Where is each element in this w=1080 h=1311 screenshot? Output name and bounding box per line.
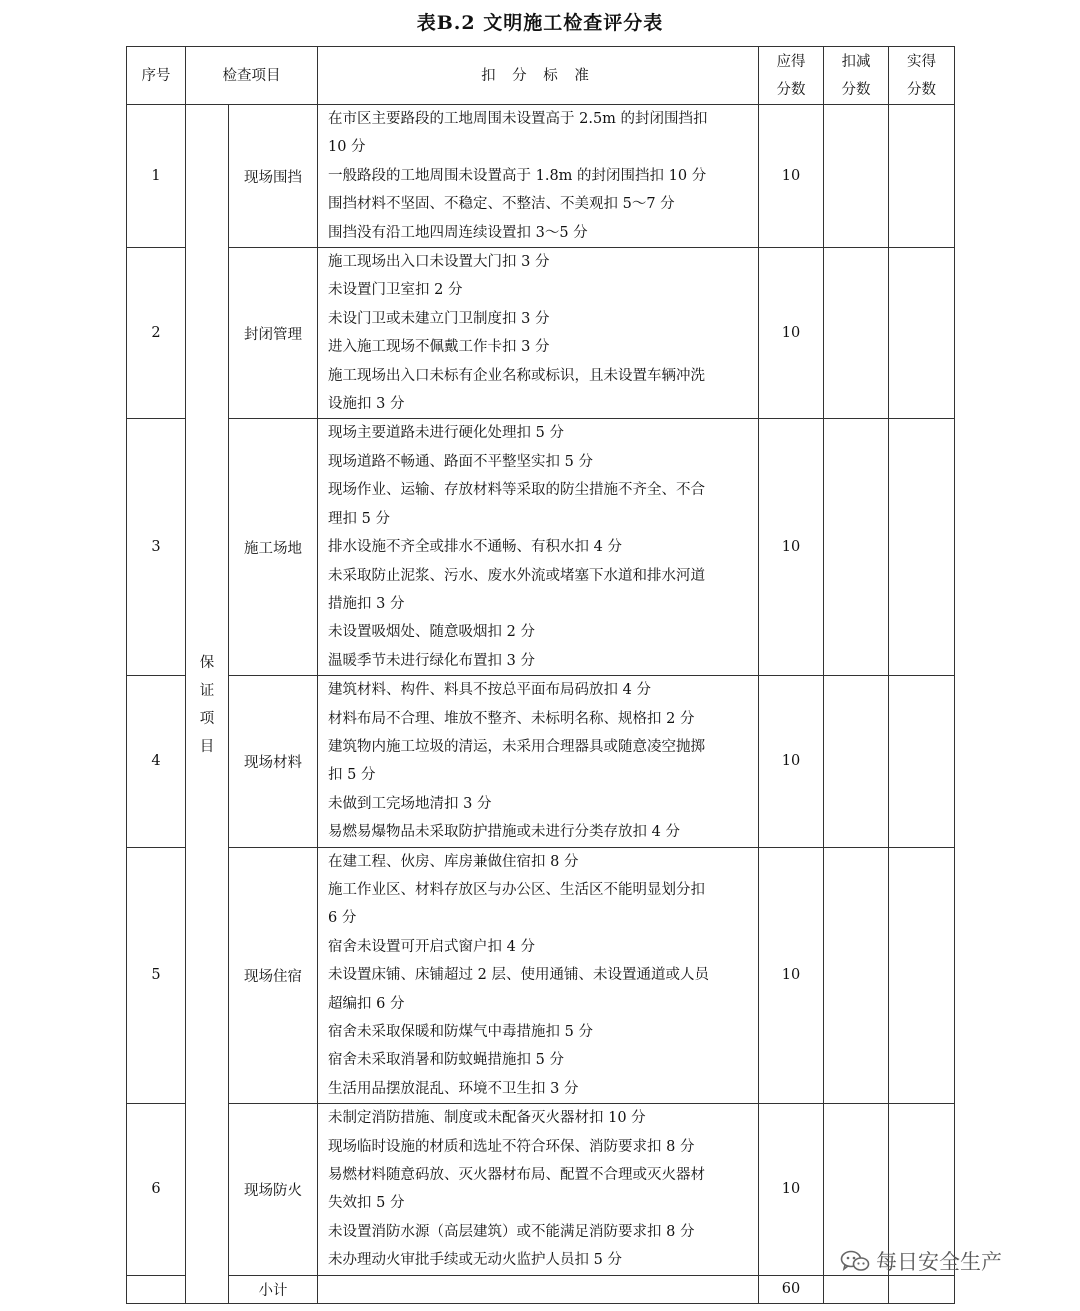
row-deduct-score[interactable] — [824, 676, 889, 847]
row-actual-score[interactable] — [889, 847, 955, 1104]
row-item: 现场材料 — [229, 676, 318, 847]
row-due-score: 10 — [759, 105, 824, 248]
subtotal-actual[interactable] — [889, 1275, 955, 1303]
table-row — [127, 419, 955, 676]
row-no: 1 — [127, 105, 186, 248]
row-criteria: 未制定消防措施、制度或未配备灭火器材扣 10 分 现场临时设施的材质和选址不符合环保、消防要求扣 8 分 易燃材料随意码放、灭火器材布局、配置不合理或灭火器材 失效扣 5 分 未设置消防水源（高层建筑）或不能满足消防要求扣 8 分 未办理动火审批手续或无动火监护人员扣 5 分 — [318, 1104, 759, 1275]
row-actual-score[interactable] — [889, 676, 955, 847]
table-row — [127, 105, 955, 248]
table-row — [127, 248, 955, 419]
row-criteria: 在建工程、伙房、库房兼做住宿扣 8 分 施工作业区、材料存放区与办公区、生活区不能明显划分扣 6 分 宿舍未设置可开启式窗户扣 4 分 未设置床铺、床铺超过 2 层、使用通铺、未设置通道或人员 超编扣 6 分 宿舍未采取保暖和防煤气中毒措施扣 5 分 宿舍未采取消暑和防蚊蝇措施扣 5 分 生活用品摆放混乱、环境不卫生扣 3 分 — [318, 847, 759, 1104]
header-deduct-score: 扣减 分数 — [824, 47, 889, 105]
row-actual-score[interactable] — [889, 105, 955, 248]
subtotal-criteria — [318, 1275, 759, 1303]
row-actual-score[interactable] — [889, 248, 955, 419]
row-no: 5 — [127, 847, 186, 1104]
wechat-icon — [840, 1249, 870, 1273]
header-actual-score: 实得 分数 — [889, 47, 955, 105]
row-due-score: 10 — [759, 1104, 824, 1275]
row-criteria: 施工现场出入口未设置大门扣 3 分 未设置门卫室扣 2 分 未设门卫或未建立门卫制度扣 3 分 进入施工现场不佩戴工作卡扣 3 分 施工现场出入口未标有企业名称或标识，且未设置车辆冲洗 设施扣 3 分 — [318, 248, 759, 419]
row-deduct-score[interactable] — [824, 419, 889, 676]
table-row — [127, 1104, 955, 1275]
row-no: 3 — [127, 419, 186, 676]
row-deduct-score[interactable] — [824, 847, 889, 1104]
table-row — [127, 847, 955, 1104]
row-item: 封闭管理 — [229, 248, 318, 419]
row-item: 现场围挡 — [229, 105, 318, 248]
header-criteria: 扣 分 标 准 — [318, 47, 759, 105]
header-row — [127, 47, 955, 105]
row-no: 2 — [127, 248, 186, 419]
row-due-score: 10 — [759, 676, 824, 847]
row-item: 施工场地 — [229, 419, 318, 676]
header-due-score: 应得 分数 — [759, 47, 824, 105]
row-deduct-score[interactable] — [824, 105, 889, 248]
row-criteria: 在市区主要路段的工地周围未设置高于 2.5m 的封闭围挡扣 10 分 一般路段的工地周围未设置高于 1.8m 的封闭围挡扣 10 分 围挡材料不坚固、不稳定、不整洁、不美观扣 5～7 分 围挡没有沿工地四周连续设置扣 3～5 分 — [318, 105, 759, 248]
row-no: 4 — [127, 676, 186, 847]
page-title: 表B.2 文明施工检查评分表 — [416, 12, 664, 34]
watermark — [840, 1246, 1002, 1276]
subtotal-no — [127, 1275, 186, 1303]
row-deduct-score[interactable] — [824, 248, 889, 419]
header-item: 检查项目 — [186, 47, 318, 105]
header-no: 序号 — [127, 47, 186, 105]
subtotal-score: 60 — [759, 1275, 824, 1303]
row-criteria: 现场主要道路未进行硬化处理扣 5 分 现场道路不畅通、路面不平整坚实扣 5 分 现场作业、运输、存放材料等采取的防尘措施不齐全、不合 理扣 5 分 排水设施不齐全或排水不通畅、有积水扣 4 分 未采取防止泥浆、污水、废水外流或堵塞下水道和排水河道 措施扣 3 分 未设置吸烟处、随意吸烟扣 2 分 温暖季节未进行绿化布置扣 3 分 — [318, 419, 759, 676]
subtotal-row — [127, 1275, 955, 1303]
subtotal-label: 小计 — [229, 1275, 318, 1303]
row-actual-score[interactable] — [889, 419, 955, 676]
row-due-score: 10 — [759, 847, 824, 1104]
row-due-score: 10 — [759, 419, 824, 676]
row-criteria: 建筑材料、构件、料具不按总平面布局码放扣 4 分 材料布局不合理、堆放不整齐、未标明名称、规格扣 2 分 建筑物内施工垃圾的清运，未采用合理器具或随意凌空抛掷 扣 5 分 未做到工完场地清扣 3 分 易燃易爆物品未采取防护措施或未进行分类存放扣 4 分 — [318, 676, 759, 847]
group-label: 保 证 项 目 — [186, 105, 229, 1304]
row-no: 6 — [127, 1104, 186, 1275]
score-table — [126, 46, 955, 1304]
row-item: 现场防火 — [229, 1104, 318, 1275]
subtotal-deduct[interactable] — [824, 1275, 889, 1303]
watermark-text: 每日安全生产 — [876, 1250, 1002, 1274]
row-item: 现场住宿 — [229, 847, 318, 1104]
row-due-score: 10 — [759, 248, 824, 419]
table-row — [127, 676, 955, 847]
